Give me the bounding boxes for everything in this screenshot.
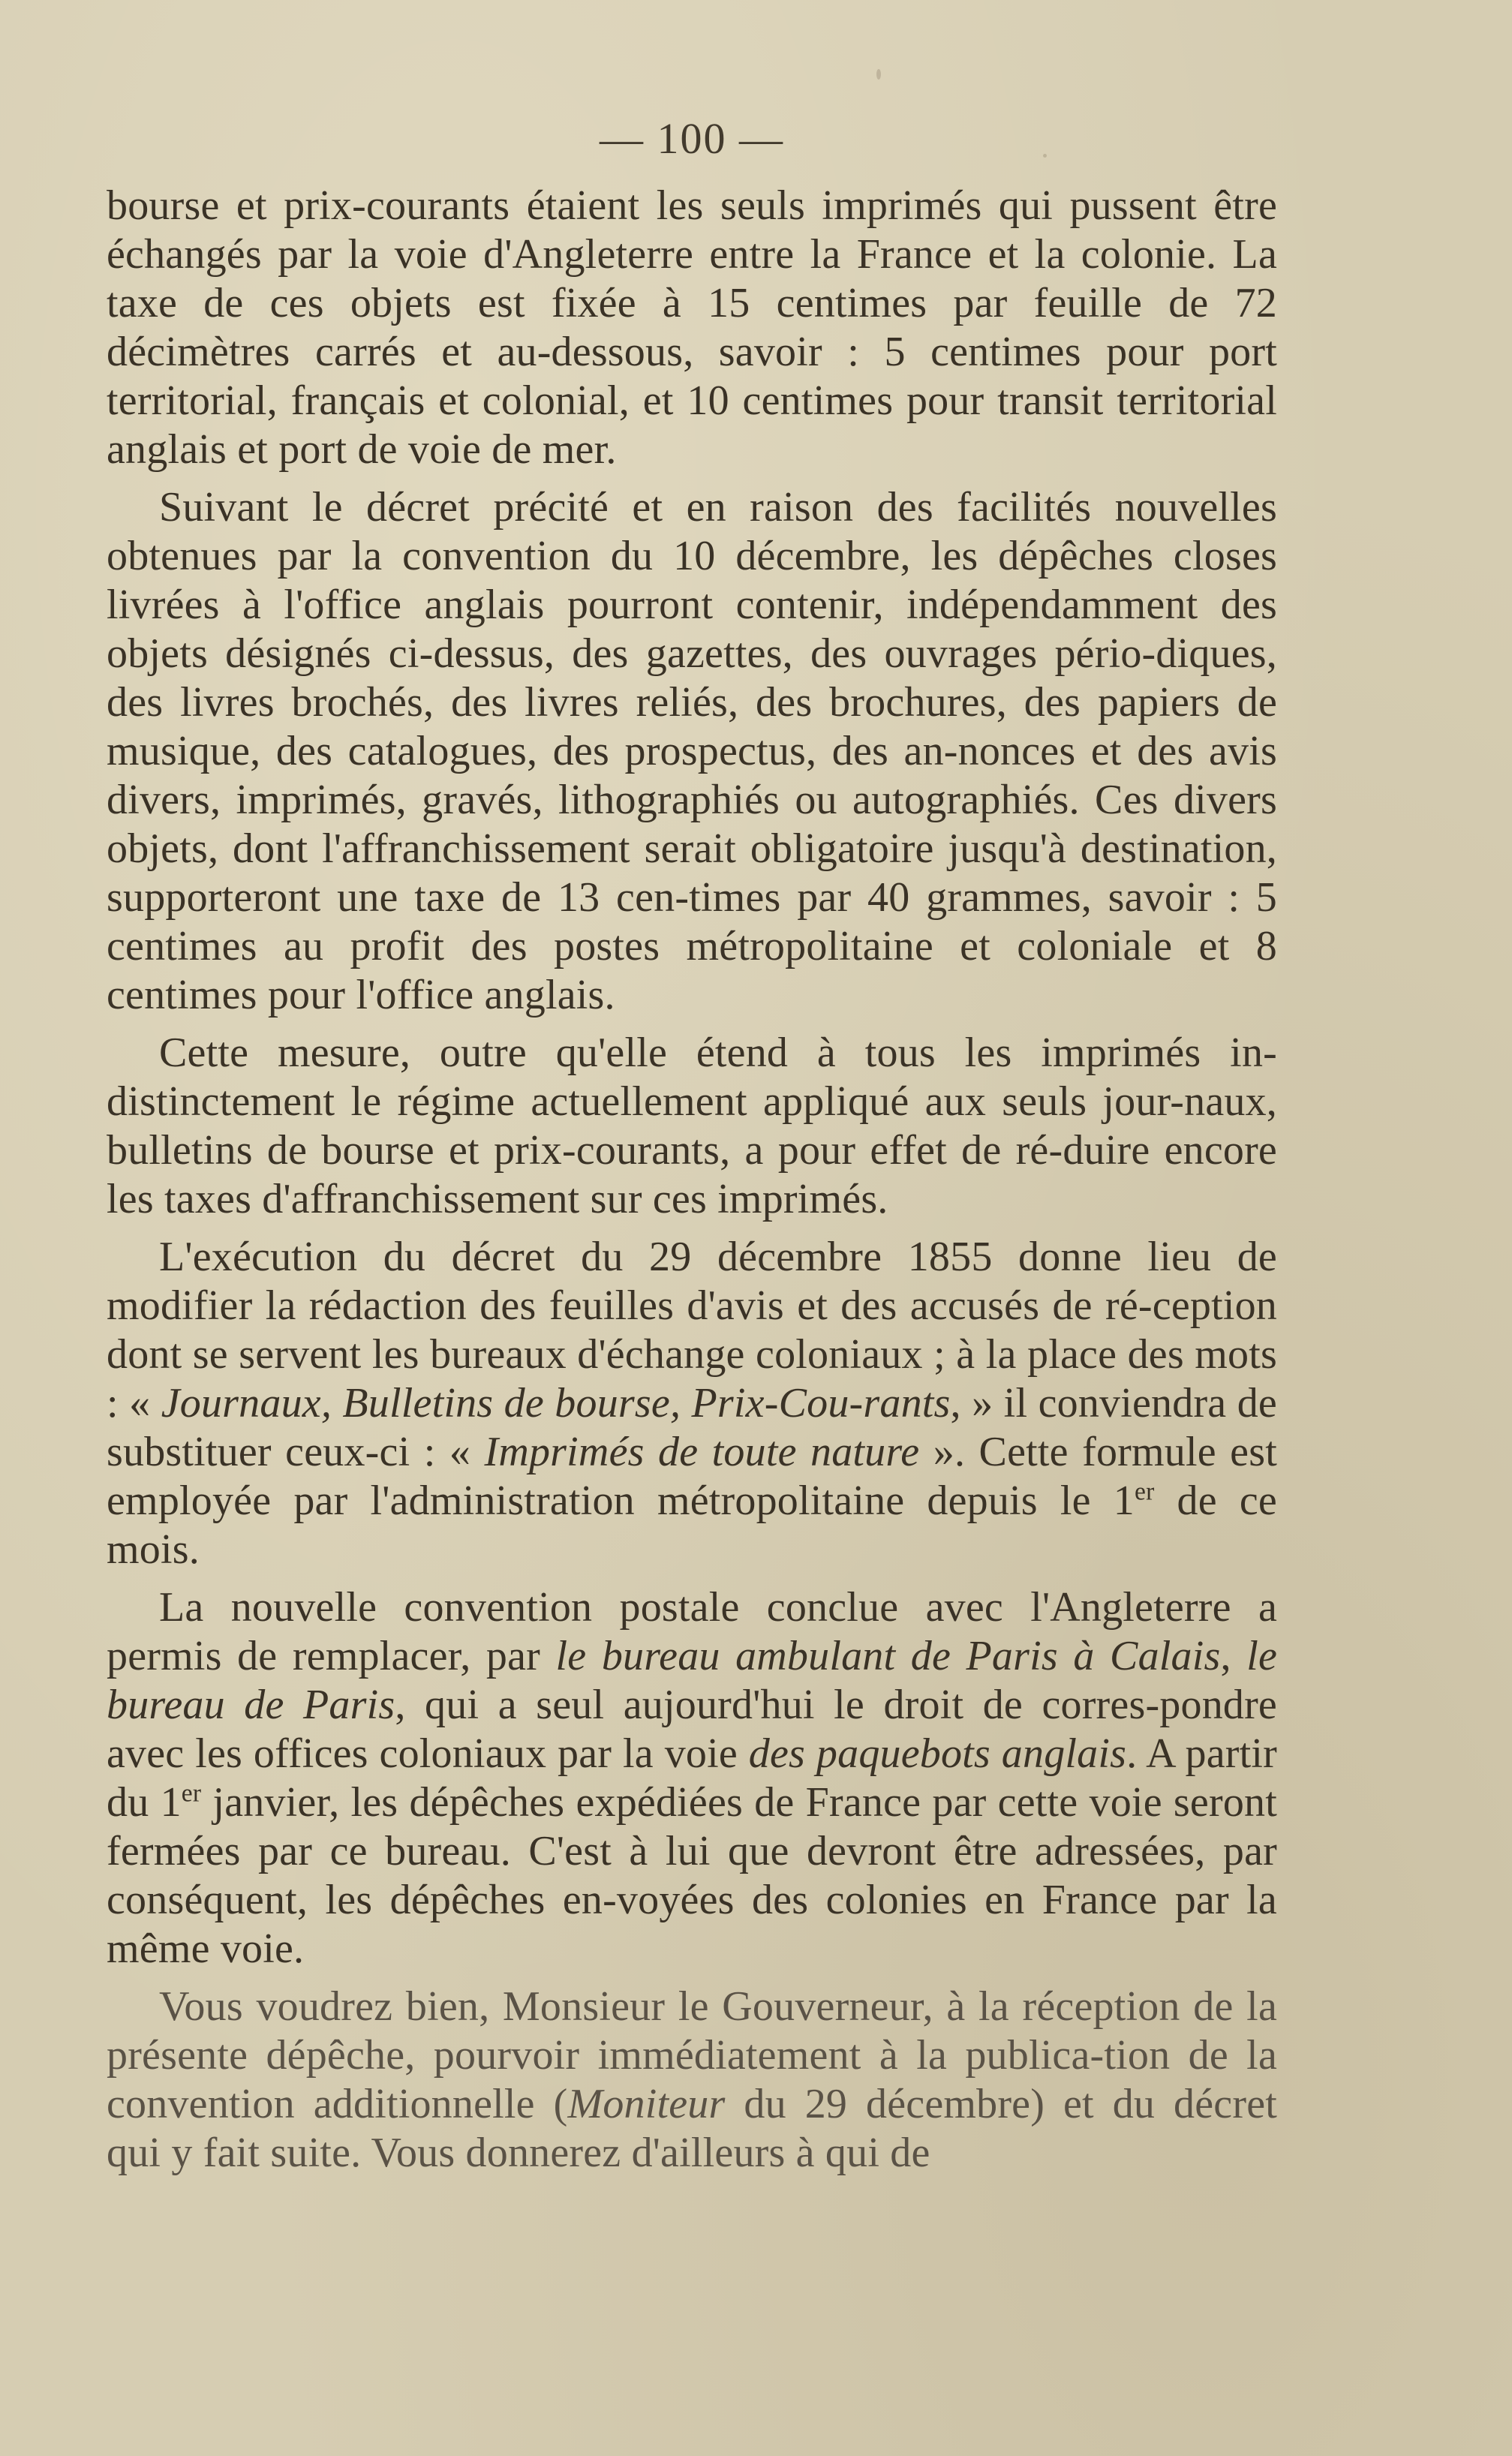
paragraph-5-text-b: , <box>1220 1633 1247 1679</box>
ordinal-superscript: er <box>1134 1478 1155 1506</box>
paragraph-4-text-a: L'exécution du décret du 29 décembre 1855 donne lieu de modifier la rédaction des feuilles d'avis et des accusés de ré-ception dont se servent les bureaux d'échange coloniaux ; à la place des mots : « <box>107 1234 1277 1426</box>
ordinal-superscript: er <box>181 1779 202 1808</box>
paragraph-5 <box>107 1583 1277 1974</box>
page-number: — 100 — <box>600 114 784 163</box>
paragraph-4-text-c: ». Cette formule est employée par l'administration métropolitaine depuis le 1 <box>107 1429 1277 1524</box>
ink-speck <box>876 69 881 80</box>
paragraph-5-text-e: janvier, les dépêches expédiées de France par cette voie seront fermées par ce bureau. C'est à lui que devront être adressées, par conséquent, les dépêches en-voyées des colonies en France par la même voie. <box>107 1779 1277 1972</box>
page-body <box>107 113 1277 2178</box>
paragraph-5-italic-c: des paquebots anglais <box>748 1730 1127 1777</box>
paragraph-1: bourse et prix-courants étaient les seuls imprimés qui pussent être échangés par la voie d'Angleterre entre la France et la colonie. La taxe de ces objets est fixée à 15 centimes par feuille de 72 décimètres carrés et au-dessous, savoir : 5 centimes pour port territorial, français et colonial, et 10 centimes pour transit territorial anglais et port de voie de mer. <box>107 182 1277 473</box>
paragraph-4-text-b: , » il conviendra de substituer ceux-ci : « <box>107 1380 1277 1475</box>
paragraph-2: Suivant le décret précité et en raison des facilités nouvelles obtenues par la convention du 10 décembre, les dépêches closes livrées à l'office anglais pourront contenir, indépendamment des objets désignés ci-dessus, des gazettes, des ouvrages pério-diques, des livres brochés, des livres reliés, des brochures, des papiers de musique, des catalogues, des prospectus, des an-nonces et des avis divers, imprimés, gravés, lithographiés ou autographiés. Ces divers objets, dont l'affranchissement serait obligatoire jusqu'à destination, supporteront une taxe de 13 cen-times par 40 grammes, savoir : 5 centimes au profit des postes métropolitaine et coloniale et 8 centimes pour l'office anglais. <box>107 484 1277 1018</box>
paragraph-5-italic-a: le bureau ambulant de Paris à Calais <box>555 1633 1221 1679</box>
paragraph-3: Cette mesure, outre qu'elle étend à tous les imprimés in-distinctement le régime actuellement appliqué aux seuls jour-naux, bulletins de bourse et prix-courants, a pour effet de ré-duire encore les taxes d'affranchissement sur ces imprimés. <box>107 1030 1277 1222</box>
paragraph-4-italic-b: Imprimés de toute nature <box>484 1429 920 1475</box>
paragraph-6-text-b: du 29 décembre) et du décret qui y fait suite. Vous donnerez d'ailleurs à qui de <box>107 2081 1278 2176</box>
paragraph-4-text-d: de ce mois. <box>107 1478 1277 1573</box>
paragraph-5-italic-b: le bureau de Paris <box>107 1633 1278 1728</box>
paragraph-5-text-a: La nouvelle convention postale conclue avec l'Angleterre a permis de remplacer, par <box>107 1584 1277 1679</box>
paragraph-4-italic-a: Journaux, Bulletins de bourse, Prix-Cou-rants <box>161 1380 951 1426</box>
paragraph-6 <box>107 1983 1277 2178</box>
paragraph-5-text-d: . A partir du 1 <box>107 1730 1277 1826</box>
paragraph-6-italic-a: Moniteur <box>567 2081 726 2127</box>
paragraph-5-text-c: , qui a seul aujourd'hui le droit de corres-pondre avec les offices coloniaux par la voie <box>107 1682 1277 1777</box>
paragraph-4 <box>107 1233 1277 1574</box>
paragraph-6-text-a: Vous voudrez bien, Monsieur le Gouverneur, à la réception de la présente dépêche, pourvoir immédiatement à la publica-tion de la convention additionnelle ( <box>107 1983 1277 2127</box>
